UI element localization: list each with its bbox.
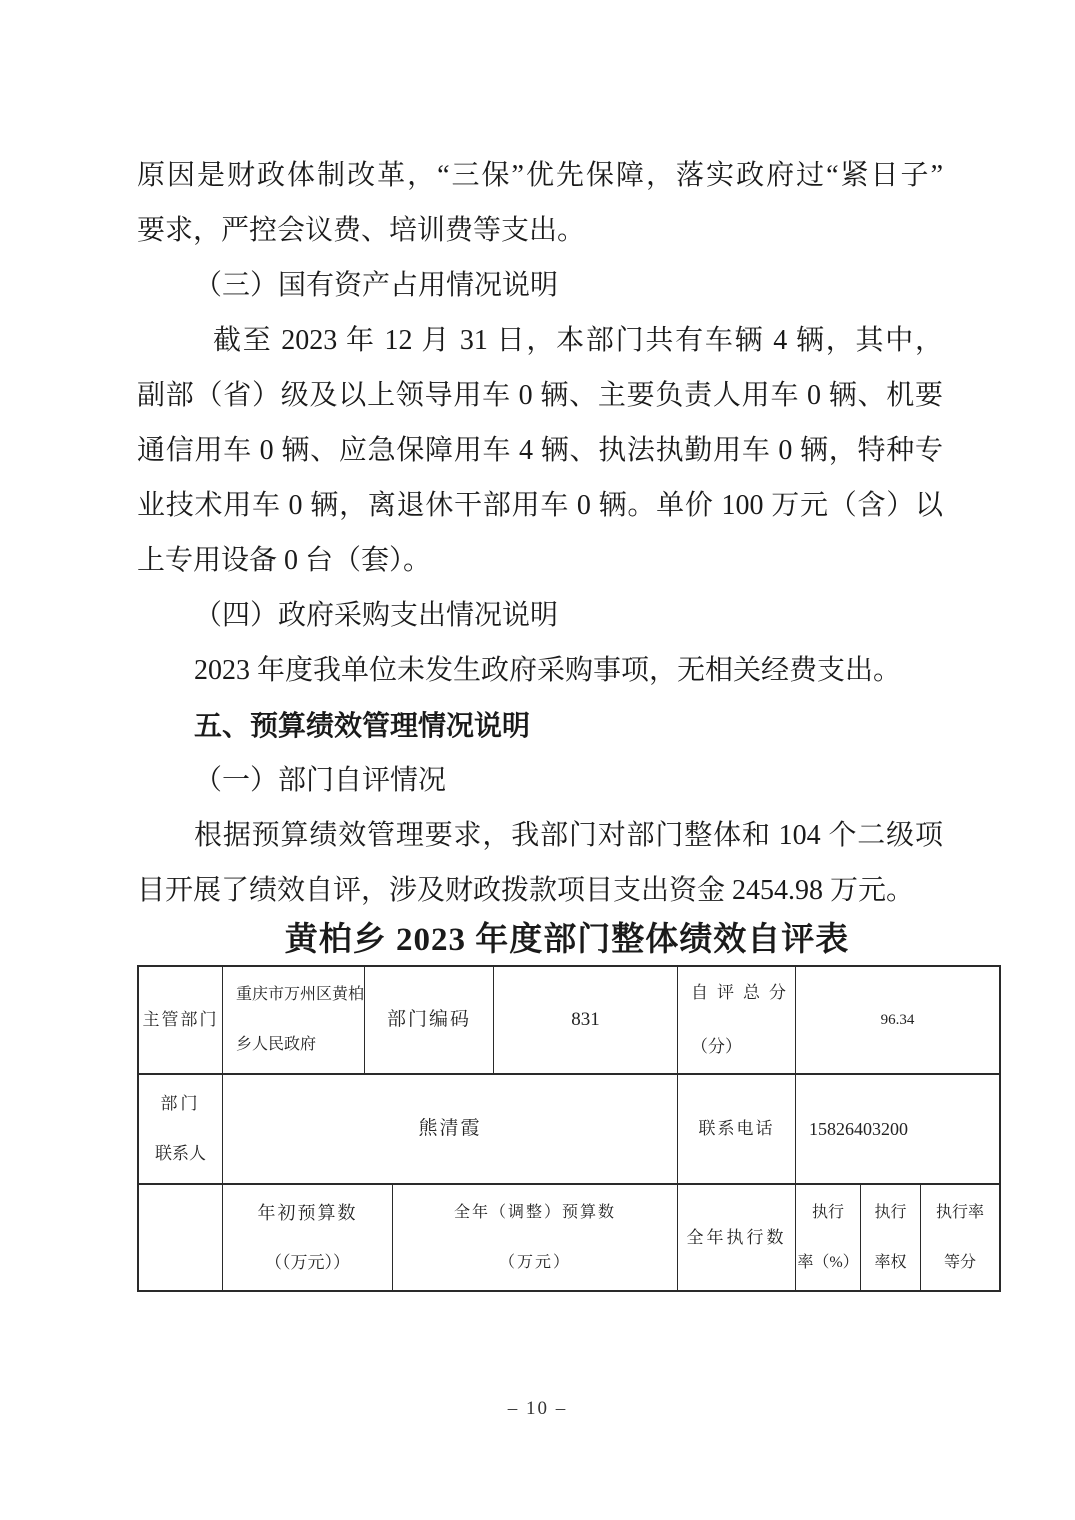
cell-self-score-value [795,967,999,1073]
cell-self-score-label [677,967,795,1073]
body-line-14: 目开展了绩效自评，涉及财政拨款项目支出资金 2454.98 万元。 [137,875,915,906]
supervisor-label-text: 主管部门 [142,1010,219,1029]
self-score-label-line1: 自评总分 [691,983,795,1002]
body-line-13: 根据预算绩效管理要求，我部门对部门整体和 104 个二级项 [194,820,943,851]
exec-rate-line2: 率（%） [797,1253,859,1271]
supervisor-name-line2: 乡人民政府 [236,1036,317,1053]
contact-name-text: 熊清霞 [418,1118,482,1139]
table-title: 黄柏乡 2023 年度部门整体绩效自评表 [284,922,850,958]
adjusted-budget-line1: 全年（调整）预算数 [453,1203,616,1221]
body-line-6: 通信用车 0 辆、应急保障用车 4 辆、执法执勤用车 0 辆，特种专 [137,435,943,466]
initial-budget-line1: 年初预算数 [257,1202,358,1223]
performance-self-evaluation-table [137,965,1001,1292]
cell-adjusted-budget-header [392,1185,677,1290]
table-row-1 [139,967,999,1073]
document-content [137,148,997,1292]
supervisor-name-line1: 重庆市万州区黄柏 [236,986,364,1003]
exec-weight-line1: 执行 [874,1203,907,1221]
cell-exec-rate-header [795,1185,860,1290]
cell-dept-code-label [364,967,493,1073]
table-row-3 [139,1183,999,1290]
cell-contact-name [222,1075,677,1183]
cell-initial-budget-header [222,1185,392,1290]
execution-header-text: 全年执行数 [686,1227,787,1247]
exec-weight-line2: 率权 [874,1253,907,1271]
page-number: – 10 – [507,1398,568,1419]
cell-supervisor-name [222,967,364,1073]
contact-label-line2: 联系人 [155,1144,206,1163]
body-line-8: 上专用设备 0 台（套）。 [137,545,432,576]
section-heading-5: 五、预算绩效管理情况说明 [194,710,531,741]
cell-exec-rate-weight-header [860,1185,920,1290]
body-line-1: 原因是财政体制改革，“三保”优先保障，落实政府过“紧日子” [137,160,943,191]
body-line-4: 截至 2023 年 12 月 31 日，本部门共有车辆 4 辆，其中， [213,325,943,356]
table-row-2 [139,1073,999,1183]
body-line-2: 要求，严控会议费、培训费等支出。 [137,215,586,246]
contact-label-line1: 部门 [160,1094,201,1113]
self-score-label-line2: （分） [691,1037,742,1056]
exec-rate-line1: 执行 [811,1203,844,1221]
exec-score-line2: 等分 [943,1253,976,1271]
dept-code-label-text: 部门编码 [386,1009,471,1030]
cell-empty [139,1185,222,1290]
phone-label-text: 联系电话 [698,1119,775,1138]
dept-code-value-text: 831 [571,1009,600,1030]
cell-phone-value [795,1075,999,1183]
section-heading-3: （三）国有资产占用情况说明 [194,270,559,301]
cell-dept-code-value [493,967,677,1073]
cell-supervisor-label [139,967,222,1073]
section-heading-4: （四）政府采购支出情况说明 [194,600,559,631]
cell-contact-label [139,1075,222,1183]
cell-exec-rate-score-header [920,1185,999,1290]
phone-value-text: 15826403200 [809,1119,908,1139]
cell-execution-header [677,1185,795,1290]
body-line-7: 业技术用车 0 辆，离退休干部用车 0 辆。单价 100 万元（含）以 [137,490,943,521]
initial-budget-line2: （（万元）） [265,1252,350,1272]
self-score-value-text: 96.34 [880,1012,915,1028]
subsection-heading-1: （一）部门自评情况 [194,765,447,796]
cell-phone-label [677,1075,795,1183]
exec-score-line1: 执行率 [935,1203,984,1221]
body-line-10: 2023 年度我单位未发生政府采购事项，无相关经费支出。 [194,655,902,686]
body-line-5: 副部（省）级及以上领导用车 0 辆、主要负责人用车 0 辆、机要 [137,380,943,411]
adjusted-budget-line2: （万元） [498,1253,571,1271]
